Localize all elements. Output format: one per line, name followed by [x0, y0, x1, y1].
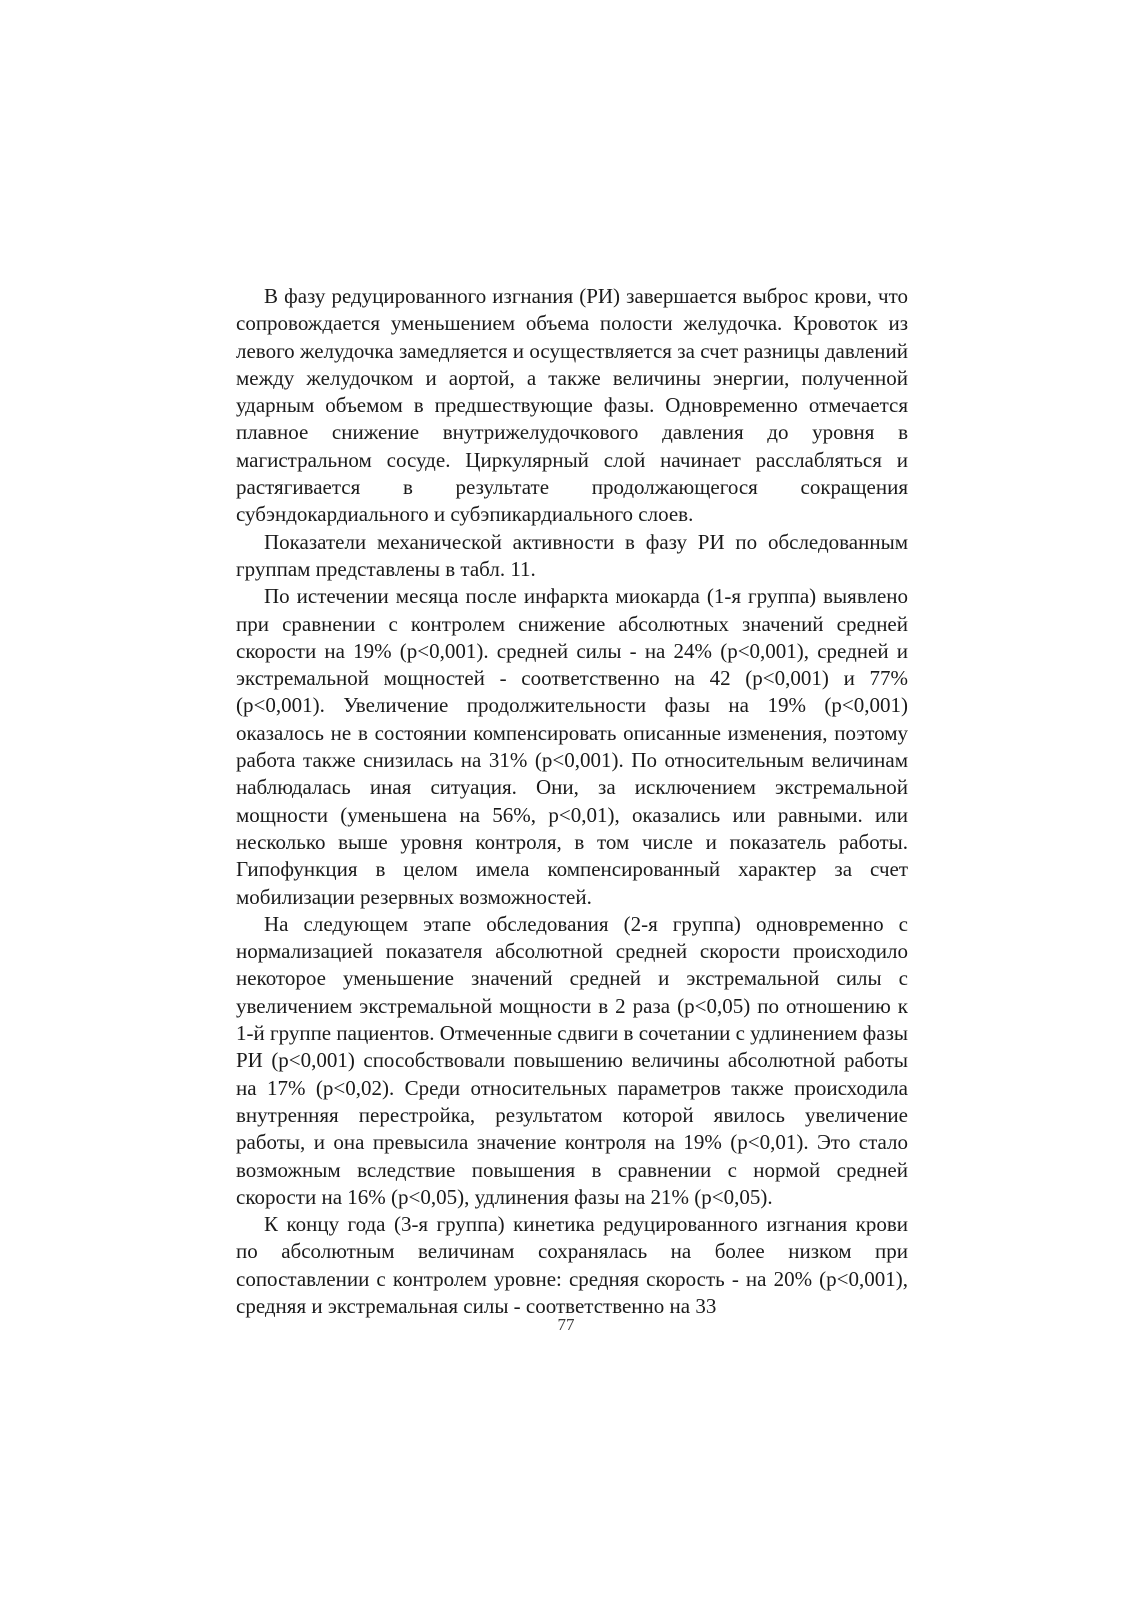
paragraph-3: По истечении месяца после инфаркта миокарда (1-я группа) выявлено при сравнении с контролем снижение абсолютных значений средней скорости на 19% (р<0,001). средней силы - на 24% (р<0,001), средней и экстремальной мощностей - соответственно на 42 (р<0,001) и 77% (р<0,001). Увеличение продолжительности фазы на 19% (р<0,001) оказалось не в состоянии компенсировать описанные изменения, поэтому работа также снизилась на 31% (р<0,001). По относительным величинам наблюдалась иная ситуация. Они, за исключением экстремальной мощности (уменьшена на 56%, р<0,01), оказались или равными. или несколько выше уровня контроля, в том числе и показатель работы. Гипофункция в целом имела компенсированный характер за счет мобилизации резервных возможностей. [236, 584, 908, 909]
paragraph-2: Показатели механической активности в фазу РИ по обследованным группам представлены в табл. 11. [236, 529, 908, 581]
page-number: 77 [557, 1315, 575, 1334]
page-body [236, 283, 908, 1320]
paragraph-1: В фазу редуцированного изгнания (РИ) завершается выброс крови, что сопровождается уменьшением объема полости желудочка. Кровоток из левого желудочка замедляется и осуществляется за счет разницы давлений между желудочком и аортой, а также величины энергии, полученной ударным объемом в предшествующие фазы. Одновременно отмечается плавное снижение внутрижелудочкового давления до уровня в магистральном сосуде. Циркулярный слой начинает расслабляться и растягивается в результате продолжающегося сокращения субэндокардиального и субэпикардиального слоев. [236, 284, 908, 527]
paragraph-5: К концу года (3-я группа) кинетика редуцированного изгнания крови по абсолютным величинам сохранялась на более низком при сопоставлении с контролем уровне: средняя скорость - на 20% (р<0,001), средняя и экстремальная силы - соответственно на 33 [236, 1212, 908, 1318]
paragraph-4: На следующем этапе обследования (2-я группа) одновременно с нормализацией показателя абсолютной средней скорости происходило некоторое уменьшение значений средней и экстремальной силы с увеличением экстремальной мощности в 2 раза (р<0,05) по отношению к 1-й группе пациентов. Отмеченные сдвиги в сочетании с удлинением фазы РИ (р<0,001) способствовали повышению величины абсолютной работы на 17% (р<0,02). Среди относительных параметров также происходила внутренняя перестройка, результатом которой явилось увеличение работы, и она превысила значение контроля на 19% (р<0,01). Это стало возможным вследствие повышения в сравнении с нормой средней скорости на 16% (р<0,05), удлинения фазы на 21% (р<0,05). [236, 911, 908, 1209]
